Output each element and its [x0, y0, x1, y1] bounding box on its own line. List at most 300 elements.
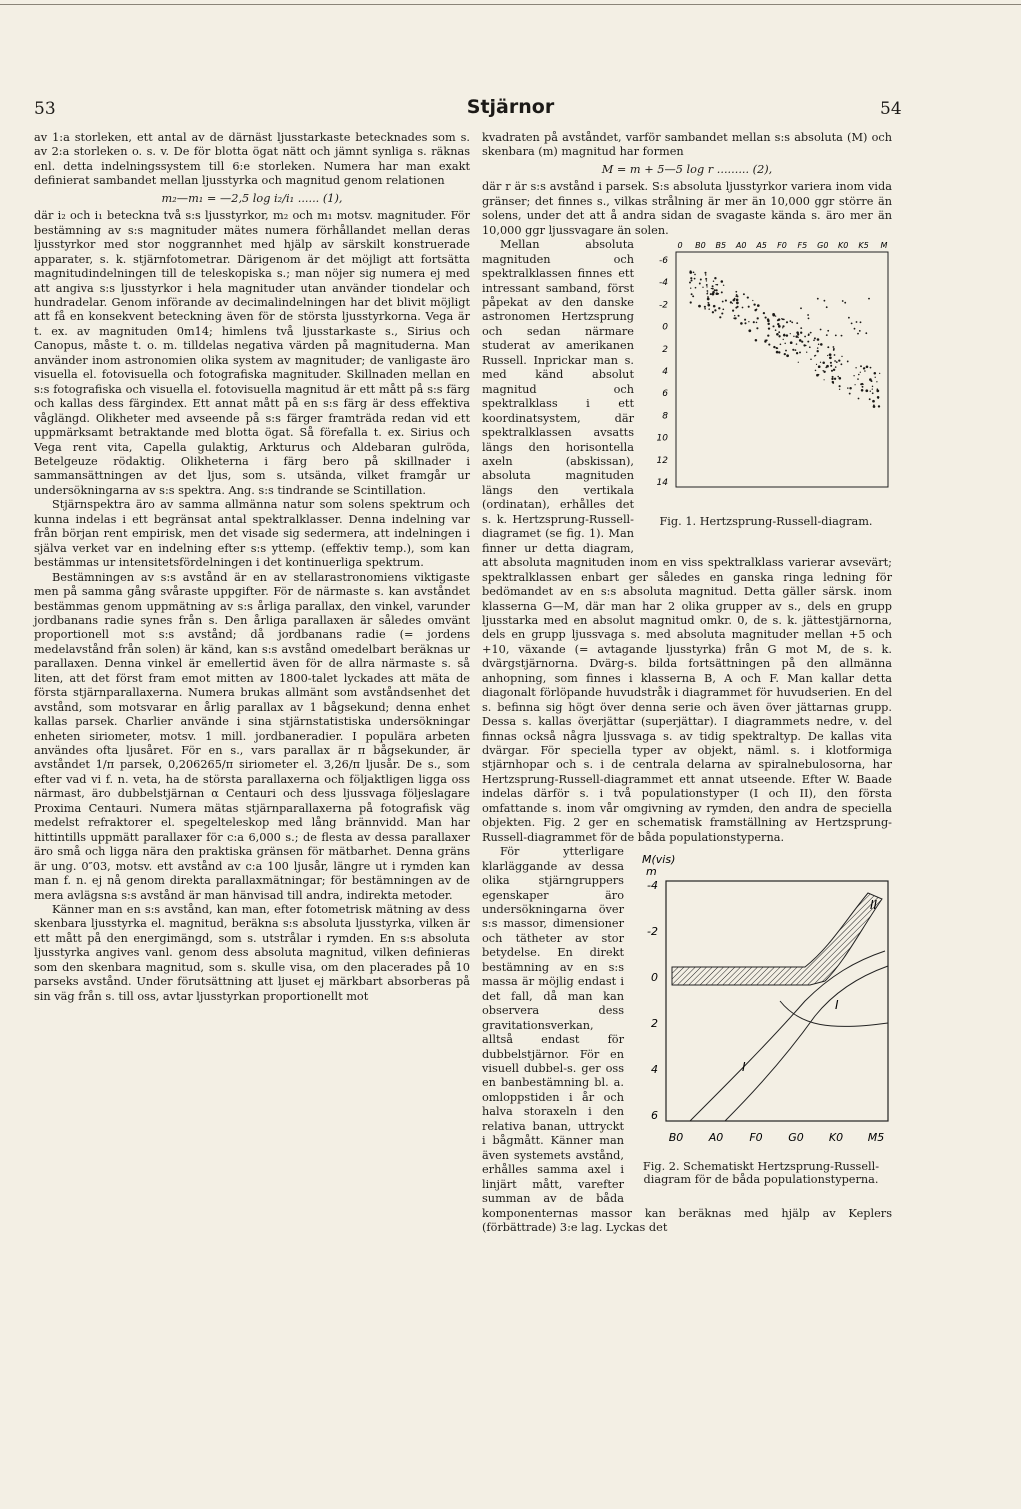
- star-point: [690, 277, 692, 279]
- star-point: [810, 359, 812, 361]
- spectral-tick-label: A0: [735, 241, 747, 251]
- hr-frame: [676, 252, 888, 487]
- star-point: [781, 318, 782, 319]
- paragraph: För ytterligare klarläggande av dessa olika stjärngruppers egenskaper äro undersökningarna över s:s massor, dimensioner och tätheter av stor betydelse. En direkt bestämning av en s:s massa är möjlig endast i det fall, då man kan observera dess gravitationsverkan, alltså endast för dubbelstjärnor. För en visuell dubbel-s. ger oss en banbestämning bl. a. omloppstiden i år och halva storaxeln i den relativa banan, uttryckt i bågmått. Känner man även systemets avstånd, erhålles samma axel i linjärt mått, varefter summan av de båda komponenternas massor kan beräknas med hjälp av Keplers (förbättrade) 3:e lag. Lyckas det: [482, 845, 892, 1234]
- star-point: [767, 335, 769, 337]
- star-point: [833, 369, 835, 371]
- star-point: [796, 332, 799, 335]
- star-point: [708, 308, 710, 310]
- star-point: [877, 398, 878, 399]
- star-point: [748, 306, 750, 308]
- magnitude-tick-label: 6: [651, 1109, 658, 1123]
- star-point: [849, 393, 851, 395]
- star-point: [855, 367, 856, 368]
- star-point: [704, 308, 706, 310]
- star-point: [778, 335, 780, 337]
- star-point: [832, 376, 834, 378]
- star-point: [778, 351, 780, 353]
- star-point: [690, 302, 692, 304]
- star-point: [829, 357, 832, 360]
- magnitude-tick-label: -2: [647, 925, 658, 939]
- giant-point: [824, 300, 826, 302]
- star-point: [820, 343, 823, 346]
- star-point: [768, 344, 770, 346]
- star-point: [806, 352, 807, 353]
- star-point: [801, 341, 803, 343]
- star-point: [822, 362, 825, 365]
- star-point: [707, 296, 709, 298]
- star-point: [694, 278, 696, 280]
- star-point: [772, 313, 775, 316]
- star-point: [698, 305, 701, 308]
- star-point: [705, 278, 707, 280]
- magnitude-tick-label: 4: [662, 367, 668, 378]
- figure-2-caption: Fig. 2. Schematiskt Hertzsprung-Russell-diagram för de båda populationstyperna.: [642, 1159, 880, 1187]
- star-point: [783, 339, 784, 340]
- star-point: [834, 360, 836, 362]
- giant-point: [791, 322, 793, 324]
- giant-point: [826, 334, 828, 336]
- star-point: [738, 315, 739, 316]
- star-point: [732, 310, 734, 312]
- star-point: [737, 306, 739, 308]
- spectral-tick-label: K0: [828, 1131, 844, 1145]
- star-point: [700, 279, 702, 281]
- population-i-curve-inner: [725, 966, 888, 1121]
- star-point: [831, 378, 833, 380]
- star-point: [706, 286, 707, 287]
- star-point: [722, 301, 724, 303]
- star-point: [816, 364, 817, 365]
- figure-1: [640, 238, 892, 538]
- star-point: [878, 405, 880, 407]
- page-title: Stjärnor: [466, 96, 555, 118]
- star-point: [713, 305, 716, 308]
- paragraph: där r är s:s avstånd i parsek. S:s absoluta ljusstyrkor variera inom vida gränser; det finnes s., vilkas strålning är mer än 10,000 ggr större än solens, under det att å andra sidan de svagaste kända s. äro mer än 10,000 ggr ljussvagare än solen.: [482, 180, 892, 237]
- label-population-i-upper: I: [835, 998, 839, 1013]
- spectral-tick-label: F0: [749, 1131, 763, 1145]
- magnitude-tick-label: -2: [659, 300, 668, 311]
- label-population-i-lower: I: [742, 1060, 746, 1075]
- star-point: [734, 317, 736, 319]
- star-point: [857, 378, 859, 380]
- star-point: [858, 374, 860, 376]
- population-i-branch: [780, 1001, 888, 1027]
- star-point: [744, 322, 746, 324]
- schematic-hr-diagram: [630, 851, 892, 1151]
- star-point: [839, 385, 841, 387]
- star-point: [827, 355, 828, 356]
- star-point: [870, 391, 871, 392]
- star-point: [691, 293, 693, 295]
- star-point: [817, 348, 818, 349]
- star-point: [744, 319, 746, 321]
- star-point: [693, 272, 695, 274]
- star-point: [784, 353, 786, 355]
- star-point: [714, 277, 716, 279]
- giant-point: [804, 336, 806, 338]
- giant-point: [810, 332, 812, 334]
- magnitude-tick-label: 2: [662, 344, 668, 355]
- star-point: [742, 307, 744, 309]
- star-point: [736, 299, 739, 302]
- label-population-ii: II: [870, 898, 878, 913]
- star-point: [763, 312, 765, 314]
- star-point: [870, 367, 872, 369]
- giant-point: [835, 335, 837, 337]
- magnitude-tick-label: 0: [662, 322, 668, 333]
- star-point: [847, 388, 848, 389]
- star-point: [756, 309, 758, 311]
- star-point: [860, 383, 862, 385]
- star-point: [786, 355, 789, 358]
- star-point: [833, 349, 835, 351]
- star-point: [847, 361, 849, 363]
- y-axis-title: M(vis): [642, 853, 676, 867]
- star-point: [818, 366, 821, 369]
- star-point: [792, 349, 794, 351]
- star-point: [732, 303, 733, 304]
- giant-point: [857, 333, 859, 335]
- star-point: [715, 289, 717, 291]
- star-point: [710, 293, 712, 295]
- star-point: [768, 328, 770, 330]
- star-point: [817, 338, 820, 341]
- star-point: [873, 405, 875, 407]
- star-point: [872, 400, 875, 403]
- spectral-tick-label: B5: [715, 241, 727, 251]
- star-point: [790, 342, 793, 345]
- formula-1: m₂—m₁ = —2,5 log i₂/i₁ ...... (1),: [161, 191, 343, 205]
- giant-point: [796, 322, 798, 324]
- star-point: [712, 291, 715, 294]
- star-point: [777, 319, 779, 321]
- hr-diagram: [640, 238, 892, 506]
- star-point: [776, 333, 779, 336]
- star-point: [712, 311, 714, 313]
- star-point: [836, 361, 838, 363]
- spectral-tick-label: A5: [756, 241, 767, 251]
- star-point: [799, 339, 802, 342]
- giant-point: [820, 329, 822, 331]
- star-point: [815, 370, 817, 372]
- giant-point: [817, 298, 819, 300]
- star-point: [708, 302, 710, 304]
- star-point: [783, 335, 785, 337]
- figure-1-caption: Fig. 1. Hertzsprung-Russell-diagram.: [659, 514, 873, 528]
- star-point: [756, 327, 758, 329]
- star-point: [699, 283, 701, 285]
- magnitude-tick-label: 14: [656, 478, 668, 489]
- star-point: [689, 271, 692, 274]
- star-point: [796, 344, 797, 345]
- star-point: [704, 306, 706, 308]
- magnitude-tick-label: -4: [659, 278, 668, 289]
- spectral-tick-label: G0: [817, 241, 829, 251]
- giant-point: [856, 321, 858, 323]
- star-point: [704, 272, 706, 274]
- star-point: [734, 315, 735, 316]
- star-point: [753, 304, 755, 306]
- star-point: [689, 282, 691, 284]
- star-point: [718, 307, 720, 309]
- star-point: [775, 316, 776, 317]
- star-point: [830, 365, 832, 367]
- spectral-tick-label: G0: [788, 1131, 804, 1145]
- star-point: [834, 354, 836, 356]
- star-point: [869, 378, 872, 381]
- star-point: [837, 376, 839, 378]
- spectral-tick-label: M: [880, 241, 888, 251]
- star-point: [817, 350, 819, 352]
- star-point: [753, 321, 755, 323]
- giant-point: [800, 327, 802, 329]
- star-point: [775, 330, 777, 332]
- star-point: [858, 398, 860, 400]
- star-point: [766, 340, 768, 342]
- star-point: [702, 287, 703, 288]
- star-point: [874, 372, 877, 375]
- star-point: [854, 384, 855, 385]
- spectral-tick-label: F0: [777, 241, 787, 251]
- star-point: [755, 339, 758, 342]
- star-point: [767, 320, 770, 323]
- star-point: [743, 293, 745, 295]
- right-page-number: 54: [880, 99, 902, 119]
- star-point: [721, 292, 723, 294]
- star-point: [736, 302, 739, 305]
- star-point: [879, 373, 880, 374]
- star-point: [820, 362, 821, 363]
- spectral-tick-label: K0: [838, 241, 849, 251]
- star-point: [841, 356, 842, 357]
- star-point: [866, 366, 869, 369]
- giant-point: [808, 334, 810, 336]
- left-page-number: 53: [34, 99, 56, 119]
- star-point: [862, 384, 864, 386]
- right-column: [482, 131, 892, 1235]
- star-point: [805, 345, 806, 346]
- giant-point: [842, 300, 844, 302]
- star-point: [690, 288, 691, 289]
- star-point: [831, 370, 833, 372]
- star-point: [790, 333, 791, 334]
- star-point: [714, 289, 716, 291]
- star-point: [833, 346, 835, 348]
- star-point: [765, 317, 767, 319]
- star-point: [712, 288, 714, 290]
- star-point: [786, 321, 788, 323]
- population-ii-band: [672, 893, 882, 985]
- star-point: [796, 352, 798, 354]
- paragraph: Stjärnspektra äro av samma allmänna natur som solens spektrum och kunna indelas i ett begränsat antal spektralklasser. Denna indelning var från början rent empirisk, men det visade sig sedermera, att indelningen i själva verket var en indelning efter s:s yttemp. (effektiv temp.), som kan bestämmas ur intensitetsfördelningen i det kontinuerliga spektrum.: [34, 498, 470, 570]
- star-point: [835, 366, 837, 368]
- star-point: [690, 280, 692, 282]
- star-point: [719, 316, 721, 318]
- star-point: [706, 280, 707, 281]
- star-point: [707, 293, 708, 294]
- star-point: [838, 360, 840, 362]
- spectral-tick-label: 0: [677, 241, 683, 251]
- star-point: [725, 300, 727, 302]
- star-point: [721, 313, 723, 315]
- star-point: [832, 381, 834, 383]
- star-point: [734, 298, 736, 300]
- star-point: [793, 336, 794, 337]
- magnitude-tick-label: 6: [662, 389, 668, 400]
- magnitude-tick-label: -4: [647, 879, 658, 893]
- star-point: [872, 393, 874, 395]
- star-point: [757, 304, 760, 307]
- paragraph: Mellan absoluta magnituden och spektralklassen finnes ett intressant samband, först påpekat av den danske astronomen Hertzsprung och sedan närmare studerat av amerikanen Russell. Inprickar man s. med känd absolut magnitud och spektralklass i ett koordinatsystem, där spektralklassen avsatts längs den horisontella axeln (abskissan), absoluta magnituden längs den vertikala (ordinatan), erhålles det s. k. Hertzsprung-Russell-diagramet (se fig. 1). Man finner ur detta diagram, att absoluta magnituden inom en viss spektralklass varierar avsevärt; spektralklassen enbart ger således en ganska ringa ledning för bedömandet av en s:s absoluta magnitud. Detta gäller särsk. inom klasserna G—M, där man har 2 olika grupper av s., dels en grupp ljusstarka med en absolut magnitud omkr. 0, de s. k. jättestjärnorna, dels en grupp ljussvaga s. med absoluta magnituder mellan +5 och +10, växande (= avtagande ljusstyrka) från G mot M, de s. k. dvärgstjärnorna. Dvärg-s. bilda fortsättningen på den allmänna anhopning, som finnes i klasserna B, A och F. Man kallar detta diagonalt förlöpande huvudstråk i diagrammet för huvudserien. En del s. befinna sig högt över denna serie och även över jättarnas grupp. Dessa s. kallas överjättar (superjättar). I diagrammets nedre, v. del finnas också några ljussvaga s. av tidig spektraltyp. De kallas vita dvärgar. För speciella typer av objekt, näml. s. i klotformiga stjärnhopar och s. i de centrala delarna av spiralnebulosorna, har Hertzsprung-Russell-diagrammet ett annat utseende. Efter W. Baade indelas därför s. i två populationstyper (I och II), den första omfattande s. inom vår omgivning av rymden, den andra de speciella objekten. Fig. 2 ger en schematisk framställning av Hertzsprung-Russell-diagrammet för de båda populationstyperna.: [482, 238, 892, 844]
- star-point: [721, 280, 724, 283]
- magnitude-tick-label: 2: [651, 1017, 658, 1031]
- figure-2: [630, 851, 892, 1196]
- star-point: [780, 344, 782, 346]
- spectral-tick-label: F5: [797, 241, 808, 251]
- spectral-tick-label: B0: [695, 241, 706, 251]
- giant-point: [860, 322, 862, 324]
- star-point: [730, 301, 732, 303]
- star-point: [712, 285, 714, 287]
- star-point: [756, 322, 758, 324]
- star-point: [814, 338, 816, 340]
- star-point: [767, 323, 769, 325]
- star-point: [778, 331, 780, 333]
- star-point: [778, 325, 781, 328]
- star-point: [748, 330, 751, 333]
- star-point: [707, 290, 709, 292]
- star-point: [694, 274, 696, 276]
- formula-2: M = m + 5—5 log r ......... (2),: [601, 162, 773, 176]
- star-point: [809, 347, 811, 349]
- magnitude-tick-label: 10: [656, 433, 668, 444]
- star-point: [733, 299, 735, 301]
- star-point: [772, 326, 774, 328]
- star-point: [860, 365, 862, 367]
- top-rule: [0, 4, 1021, 5]
- spectral-tick-label: A0: [708, 1131, 724, 1145]
- star-point: [824, 379, 825, 380]
- paragraph: av 1:a storleken, ett antal av de därnäst ljusstarkaste betecknades som s. av 2:a storleken o. s. v. De för blotta ögat nätt och jämnt synliga s. räknas enl. detta indelningssystem till 6:e storleken. Numera har man exakt definierat sambandet mellan ljusstyrka och magnitud genom relationen: [34, 131, 470, 188]
- magnitude-tick-label: -6: [659, 256, 668, 267]
- star-point: [826, 365, 829, 368]
- giant-point: [808, 318, 810, 320]
- giant-point: [807, 314, 809, 316]
- star-point: [715, 284, 716, 285]
- star-point: [714, 309, 716, 311]
- giant-point: [790, 320, 792, 322]
- star-point: [794, 349, 796, 351]
- star-point: [723, 285, 724, 286]
- paragraph: Känner man en s:s avstånd, kan man, efter fotometrisk mätning av dess skenbara ljusstyrka el. magnitud, beräkna s:s absoluta ljusstyrka, vilken är ett mått på den energimängd, som s. utstrålar i rymden. En s:s absoluta ljusstyrka angives vanl. genom dess absoluta magnitud, vilken definieras som den skenbara magnitud, som s. skulle visa, om den placerades på 10 parseks avstånd. Under förutsättning att ljuset ej märkbart absorberas på sin väg från s. till oss, avtar ljusstyrkan proportionellt mot: [34, 903, 470, 1003]
- star-point: [713, 281, 714, 282]
- star-point: [814, 355, 816, 357]
- star-point: [782, 327, 783, 328]
- star-point: [718, 293, 720, 295]
- paragraph: Bestämningen av s:s avstånd är en av stellarastronomiens viktigaste men på samma gång svåraste uppgifter. För de närmaste s. kan avståndet bestämmas genom uppmätning av s:s årliga parallax, den vinkel, varunder jordbanans radie synes från s. Den årliga parallaxen är således omvänt proportionell mot s:s avstånd; då jordbanans radie (= jordens medelavstånd från solen) är känd, kan s:s avstånd omedelbart beräknas ur parallaxen. Denna vinkel är emellertid även för de allra närmaste s. så liten, att det först fram emot mitten av 1800-talet lyckades att mäta de första stjärnparallaxerna. Numera brukas allmänt som avståndsenhet det avstånd, som motsvarar en årlig parallax av 1 bågsekund; denna enhet kallas parsek. Charlier använde i sina stjärnstatistiska undersökningar enheten siriometer, motsv. 1 mill. jordbaneradier. I populära arbeten användes ofta ljusåret. För en s., vars parallax är π bågsekunder, är avståndet 1/π parsek, 0,206265/π siriometer el. 3,26/π ljusår. De s., som efter vad vi f. n. veta, ha de största parallaxerna och följaktligen ligga oss närmast, äro dubbelstjärnan α Centauri och dess ljussvaga följeslagare Proxima Centauri. Numera mätas stjärnparallaxerna på fotografisk väg medelst refraktorer el. spegelteleskop med lång brännvidd. Man har hittintills uppmätt parallaxer för c:a 6,000 s.; de flesta av dessa parallaxer äro små och ligga nära den praktiska gränsen för mätbarhet. Denna gräns är ung. 0″03, motsv. ett avstånd av c:a 100 ljusår, längre ut i rymden kan man f. n. ej nå genom direkta parallaxmätningar; för bestämningen av de mera avlägsna s:s avstånd är man hänvisad till andra, indirekta metoder.: [34, 570, 470, 902]
- spectral-tick-label: K5: [858, 241, 869, 251]
- star-point: [707, 304, 710, 307]
- giant-point: [844, 302, 846, 304]
- star-point: [773, 346, 775, 348]
- star-point: [705, 274, 707, 276]
- giant-point: [854, 328, 856, 330]
- giant-point: [827, 330, 829, 332]
- star-point: [752, 300, 753, 301]
- paragraph: där i₂ och i₁ beteckna två s:s ljusstyrkor, m₂ och m₁ motsv. magnituder. För bestämning av s:s magnituder mätes numera förhållandet mellan deras ljusstyrkor med stor noggrannhet med hjälp av särskilt konstruerade apparater, s. k. stjärnfotometrar. Därigenom är det möjligt att fortsätta magnitudindelningen till de teleskopiska s.; man nöjer sig numera ej med att angiva s:s ljusstyrkor i hela magnituder utan använder tiondelar och hundradelar. Genom införande av decimalindelningen har det blivit möjligt att få en konsekvent beteckning även för de största ljusstyrkorna. Vega är t. ex. av magnituden 0m14; himlens två ljusstarkaste s., Sirius och Canopus, måste t. o. m. tilldelas negativa värden på magnituderna. Man använder inom astronomien olika system av magnituder; de vanligaste äro visuella el. fotovisuella och fotografiska magnituder. Skillnaden mellan en s:s fotografiska och visuella el. fotovisuella magnitud är ett mått på s:s färg och kallas dess färgindex. Ett annat mått på en s:s färg är dess effektiva våglängd. Olikheter med avseende på s:s färger framträda redan vid ett uppmärksamt betraktande med blotta ögat. Så förefalla t. ex. Sirius och Vega rent vita, Capella gulaktig, Arkturus och Aldebaran gulröda, Betelgeuze rödaktig. Olikheterna i färg bero på skillnader i sammansättningen av det ljus, som s. utsända, vilket framgår ur undersökningarna av s:s spektra. Ang. s:s tindrande se Scintillation.: [34, 209, 470, 497]
- star-point: [784, 343, 785, 344]
- star-point: [786, 335, 788, 337]
- star-point: [864, 370, 866, 372]
- spectral-tick-label: B0: [668, 1131, 684, 1145]
- star-point: [740, 322, 743, 325]
- star-point: [799, 352, 801, 354]
- star-point: [785, 350, 787, 352]
- star-point: [807, 341, 809, 343]
- star-point: [830, 362, 832, 364]
- star-point: [692, 296, 693, 297]
- giant-point: [826, 306, 828, 308]
- giant-point: [848, 317, 850, 319]
- star-point: [735, 291, 737, 293]
- giant-point: [797, 334, 799, 336]
- star-point: [875, 377, 876, 378]
- star-point: [695, 287, 697, 289]
- star-point: [849, 387, 851, 389]
- star-point: [839, 389, 840, 390]
- giant-point: [800, 308, 802, 310]
- star-point: [737, 296, 739, 298]
- star-point: [872, 389, 873, 390]
- magnitude-tick-label: 12: [656, 455, 668, 466]
- star-point: [797, 337, 798, 338]
- spectral-tick-label: M5: [867, 1131, 885, 1145]
- star-point: [865, 390, 868, 393]
- star-point: [862, 386, 864, 388]
- star-point: [839, 377, 842, 380]
- star-point: [747, 297, 749, 299]
- star-point: [722, 309, 724, 311]
- star-point: [716, 284, 718, 286]
- magnitude-tick-label: 8: [662, 411, 668, 422]
- star-point: [776, 351, 779, 354]
- star-point: [757, 317, 759, 319]
- star-point: [706, 284, 708, 286]
- star-point: [800, 332, 802, 334]
- giant-point: [859, 330, 861, 332]
- star-point: [840, 364, 842, 366]
- giant-point: [841, 335, 843, 337]
- star-point: [834, 378, 836, 380]
- star-point: [813, 340, 815, 342]
- giant-point: [865, 332, 867, 334]
- star-point: [872, 386, 873, 387]
- star-point: [707, 298, 710, 301]
- magnitude-tick-label: 4: [651, 1063, 658, 1077]
- giant-point: [851, 323, 853, 325]
- star-point: [829, 354, 832, 357]
- star-point: [748, 321, 749, 322]
- star-point: [827, 346, 829, 348]
- star-point: [861, 389, 864, 392]
- star-point: [853, 375, 854, 376]
- star-point: [782, 325, 784, 327]
- star-point: [860, 372, 861, 373]
- paragraph: kvadraten på avståndet, varför sambandet mellan s:s absoluta (M) och skenbara (m) magnitud har formen: [482, 131, 892, 159]
- star-point: [869, 398, 871, 400]
- star-point: [876, 390, 879, 393]
